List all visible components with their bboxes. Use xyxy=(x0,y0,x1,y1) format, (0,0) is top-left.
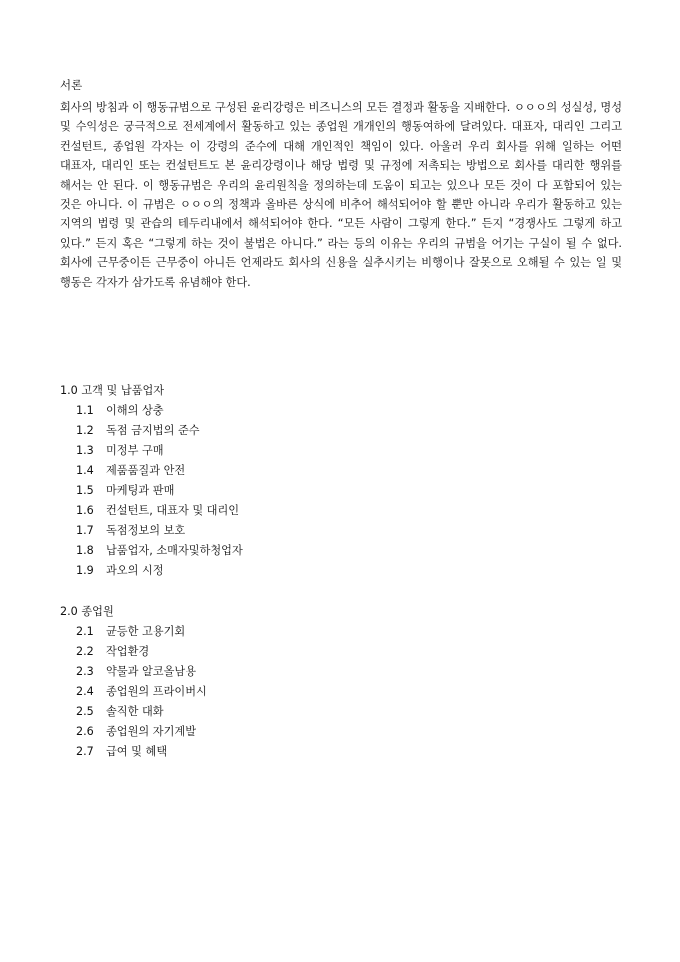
toc-item xyxy=(60,501,620,521)
toc-item xyxy=(60,541,620,561)
toc-item-label: 납품업자, 소매자및하청업자 xyxy=(106,544,243,557)
toc-item xyxy=(60,742,620,762)
toc-section-employees xyxy=(60,602,620,762)
toc-item-label: 독점정보의 보호 xyxy=(106,524,186,537)
toc-item-number: 1.6 xyxy=(76,504,94,517)
toc-section-heading: 1.0 고객 및 납품업자 xyxy=(60,384,165,397)
toc-item-label: 균등한 고용기회 xyxy=(106,625,186,638)
toc-item-label: 미정부 구매 xyxy=(106,444,164,457)
toc-item-number: 2.6 xyxy=(76,725,94,738)
toc-item-label: 종업원의 자기계발 xyxy=(106,725,197,738)
toc-item-label: 제품품질과 안전 xyxy=(106,464,186,477)
toc-item xyxy=(60,561,620,581)
toc-item-label: 솔직한 대화 xyxy=(106,705,164,718)
toc-item-number: 1.9 xyxy=(76,564,94,577)
toc-item-number: 1.1 xyxy=(76,404,94,417)
toc-item-number: 1.4 xyxy=(76,464,94,477)
toc-item xyxy=(60,481,620,501)
toc-section-heading: 2.0 종업원 xyxy=(60,605,114,618)
intro-paragraph: 회사의 방침과 이 행동규범으로 구성된 윤리강령은 비즈니스의 모든 결정과 활동을 지배한다. ㅇㅇㅇ의 성실성, 명성 및 수익성은 궁극적으로 전세계에서 활동하고 있는 종업원 개개인의 행동여하에 달려있다. 대표자, 대리인 그리고 컨설턴트, 종업원 각자는 이 강령의 준수에 대해 개인적인 책임이 있다. 아울러 우리 회사를 위해 일하는 어떤 대표자, 대리인 또는 컨설턴트도 본 윤리강령이나 해당 법령 및 규정에 저촉되는 방법으로 회사를 대리한 행위를 해서는 안 된다. 이 행동규범은 우리의 윤리원칙을 정의하는데 도움이 되고는 있으나 모든 것이 다 포함되어 있는 것은 아니다. 이 규범은 ㅇㅇㅇ의 정책과 올바른 상식에 비추어 해석되어야 할 뿐만 아니라 우리가 활동하고 있는 지역의 법령 및 관습의 테두리내에서 해석되어야 한다. “모든 사람이 그렇게 한다.” 든지 “경쟁사도 그렇게 하고 있다.” 든지 혹은 “그렇게 하는 것이 불법은 아니다.” 라는 등의 이유는 우리의 규범을 어기는 구실이 될 수 없다. 회사에 근무중이든 근무중이 아니든 언제라도 회사의 신용을 실추시키는 비행이나 잘못으로 오해될 수 있는 일 및 행동은 각자가 삼가도록 유념해야 한다. xyxy=(60,101,622,289)
toc-item-number: 1.5 xyxy=(76,484,94,497)
toc-item-label: 독점 금지법의 준수 xyxy=(106,424,200,437)
toc-item-number: 1.7 xyxy=(76,524,94,537)
toc-item-number: 2.5 xyxy=(76,705,94,718)
intro-title: 서론 xyxy=(60,78,83,92)
toc-section-customers-suppliers xyxy=(60,381,620,581)
toc-item-label: 급여 및 혜택 xyxy=(106,745,168,758)
toc-item-number: 2.4 xyxy=(76,685,94,698)
toc-item xyxy=(60,421,620,441)
toc-item-number: 1.8 xyxy=(76,544,94,557)
toc-item xyxy=(60,642,620,662)
toc-item-number: 2.1 xyxy=(76,625,94,638)
toc-item xyxy=(60,521,620,541)
toc-list xyxy=(60,401,620,581)
toc-item-number: 2.2 xyxy=(76,645,94,658)
toc-item xyxy=(60,682,620,702)
toc-item xyxy=(60,441,620,461)
toc-item-label: 컨설턴트, 대표자 및 대리인 xyxy=(106,504,240,517)
toc-item xyxy=(60,662,620,682)
toc-item-label: 마케팅과 판매 xyxy=(106,484,175,497)
toc-item-number: 1.3 xyxy=(76,444,94,457)
toc-item-label: 과오의 시정 xyxy=(106,564,164,577)
toc-list xyxy=(60,622,620,762)
toc-item-number: 1.2 xyxy=(76,424,94,437)
toc-item-label: 이해의 상충 xyxy=(106,404,164,417)
toc-item-number: 2.7 xyxy=(76,745,94,758)
toc-item xyxy=(60,702,620,722)
toc-item-number: 2.3 xyxy=(76,665,94,678)
toc-item-label: 작업환경 xyxy=(106,645,150,658)
toc-item-label: 종업원의 프라이버시 xyxy=(106,685,207,698)
toc-item xyxy=(60,622,620,642)
toc-item xyxy=(60,401,620,421)
toc-item xyxy=(60,722,620,742)
toc-item xyxy=(60,461,620,481)
toc-item-label: 약물과 알코올남용 xyxy=(106,665,197,678)
